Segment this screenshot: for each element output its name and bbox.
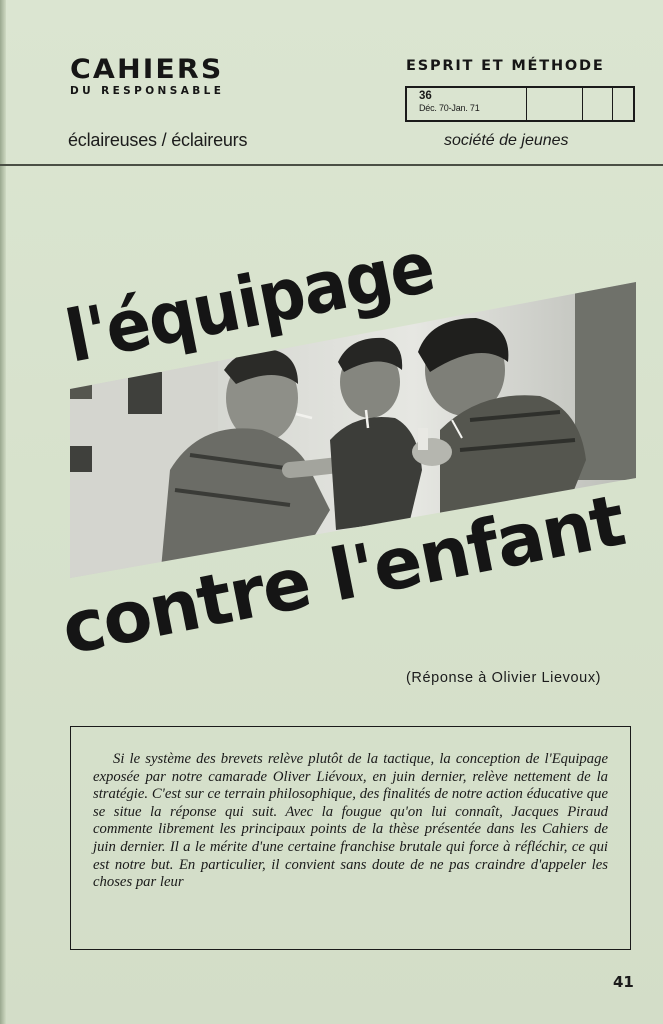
issue-number: 36: [419, 90, 432, 102]
logo-title: CAHIERS: [70, 54, 224, 85]
issue-date: Déc. 70-Jan. 71: [419, 103, 480, 113]
series-title: ESPRIT ET MÉTHODE: [406, 58, 605, 74]
section-label-left: éclaireuses / éclaireurs: [68, 130, 248, 150]
intro-paragraph: Si le système des brevets relève plutôt de la tactique, la conception de l'Equipage exposée par notre camarade Oliver Liévoux, en juin dernier, relève nettement de la stratégie. C'est sur ce terrain philosophique, des finalités de notre action éducative que se situe la réponse qui suit. Avec la fougue qu'on lui connaît, Jacques Piraud commente librement les principaux points de la thèse présentée dans les Cahiers de juin dernier. Il a le mérite d'une certaine franchise brutale qui force à réfléchir, ce qui est notre but. En particulier, il convient sans doute de ne pas craindre d'appeler les choses par leur: [93, 751, 608, 891]
logo-subtitle: DU RESPONSABLE: [70, 85, 225, 97]
reply-note: (Réponse à Olivier Lievoux): [406, 670, 602, 686]
section-label-right: société de jeunes: [444, 132, 569, 149]
headline-line-2: contre l'enfant: [55, 478, 630, 671]
intro-box: [70, 726, 631, 950]
page-number: 41: [613, 973, 634, 991]
headline-line-1: l'équipage: [59, 219, 471, 379]
